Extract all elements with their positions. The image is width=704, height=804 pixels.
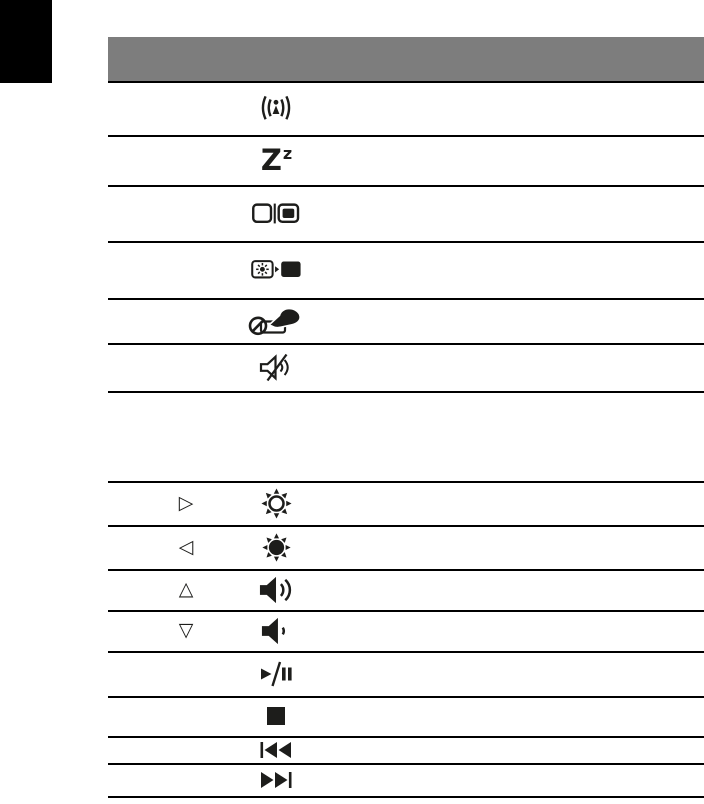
left-arrow-glyph: ◁ — [178, 535, 194, 558]
display-toggle-icon — [234, 187, 318, 239]
volume-up-icon — [234, 571, 318, 608]
hotkey-row-touchpad-toggle — [108, 300, 704, 345]
media-row-next-track — [108, 765, 704, 798]
stop-icon — [234, 698, 318, 734]
sleep-icon — [234, 137, 318, 183]
next-track-icon — [234, 765, 318, 794]
previous-track-icon — [234, 738, 318, 761]
brightness-down-icon — [234, 527, 318, 567]
media-row-brightness-up — [108, 483, 704, 527]
screen-blank-icon — [234, 243, 318, 296]
hotkey-row-sleep — [108, 137, 704, 187]
right-arrow-glyph: ▷ — [178, 491, 194, 514]
down-arrow-glyph: ▽ — [178, 619, 194, 641]
speaker-mute-icon — [234, 345, 318, 389]
hotkey-table-header-band — [108, 37, 704, 83]
media-row-stop — [108, 698, 704, 738]
play-pause-icon — [234, 653, 318, 694]
media-row-volume-down — [108, 612, 704, 653]
media-row-volume-up — [108, 571, 704, 612]
media-row-previous-track — [108, 738, 704, 765]
volume-down-icon — [234, 612, 318, 649]
wireless-icon — [234, 83, 318, 133]
sleep-z-glyph: Z — [260, 142, 282, 177]
hotkey-table — [108, 37, 704, 393]
media-row-brightness-down — [108, 527, 704, 571]
hotkey-row-display-toggle — [108, 187, 704, 243]
sleep-z-sup-glyph: z — [282, 143, 293, 163]
language-chapter-tab — [0, 0, 52, 83]
media-key-table — [108, 481, 704, 798]
touchpad-toggle-icon — [234, 300, 318, 341]
hotkey-row-wireless — [108, 83, 704, 137]
hotkey-row-screen-blank — [108, 243, 704, 300]
hotkey-row-speaker-toggle — [108, 345, 704, 393]
up-arrow-glyph: △ — [178, 578, 194, 600]
media-row-play-pause — [108, 653, 704, 698]
brightness-up-icon — [234, 483, 318, 523]
